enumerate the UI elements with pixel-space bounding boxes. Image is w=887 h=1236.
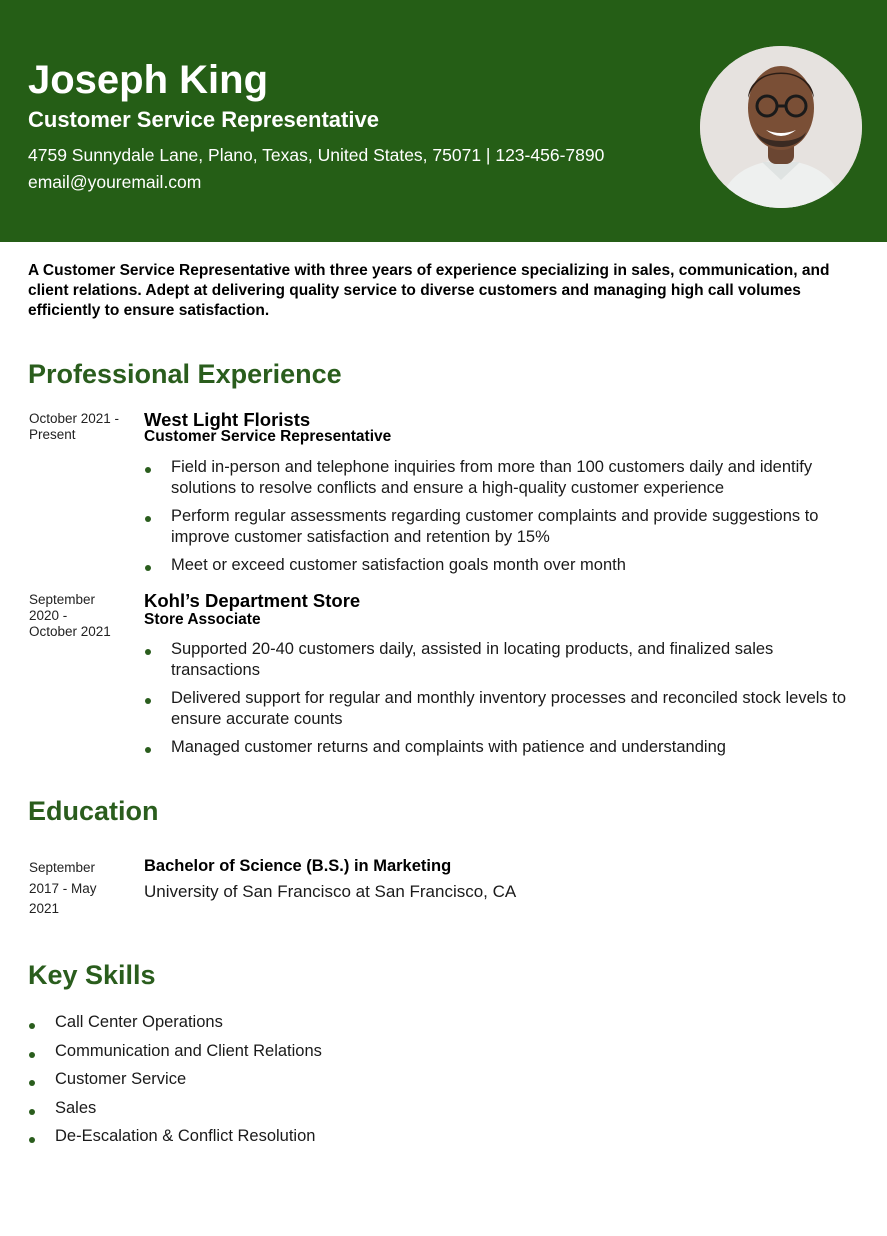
job-bullet: Field in-person and telephone inquiries from more than 100 customers daily and identify solutions to resolve conflicts and ensure a high-quality customer experience [144,457,864,499]
candidate-name: Joseph King [28,58,269,102]
profile-photo [700,46,862,208]
job-role: Customer Service Representative [144,428,392,445]
job-role: Store Associate [144,611,261,628]
job-title: Customer Service Representative [28,107,379,132]
job-bullet: Delivered support for regular and monthly inventory processes and reconciled stock levels to ensure accurate counts [144,688,864,730]
skill-item: Customer Service [28,1065,322,1094]
job-bullet: Managed customer returns and complaints with patience and understanding [144,737,864,758]
email: email@youremail.com [28,172,202,192]
skill-item: De-Escalation & Conflict Resolution [28,1122,322,1151]
job-bullets [144,639,864,758]
job-company: Kohl’s Department Store [144,590,361,611]
job-date: September 2020 - October 2021 [29,592,111,639]
education-date: September 2017 - May 2021 [29,860,97,916]
job-company: West Light Florists [144,409,311,430]
profile-summary: A Customer Service Representative with three years of experience specializing in sales, communication, and client relations. Adept at delivering quality service to diverse customers and managing high call volumes efficiently to ensure satisfaction. [28,262,830,319]
skill-item: Communication and Client Relations [28,1037,322,1066]
address-phone: 4759 Sunnydale Lane, Plano, Texas, United States, 75071 | 123-456-7890 [28,145,605,165]
job-date: October 2021 - Present [29,411,120,442]
experience-heading: Professional Experience [28,359,342,389]
education-degree: Bachelor of Science (B.S.) in Marketing [144,857,452,875]
education-heading: Education [28,796,159,826]
job-bullet: Supported 20-40 customers daily, assisted in locating products, and finalized sales transactions [144,639,864,681]
skills-list [28,1008,322,1151]
skills-heading: Key Skills [28,960,156,990]
skill-item: Call Center Operations [28,1008,322,1037]
skill-item: Sales [28,1094,322,1123]
header-banner [0,0,887,242]
job-bullet: Perform regular assessments regarding customer complaints and provide suggestions to improve customer satisfaction and retention by 15% [144,506,864,548]
job-bullet: Meet or exceed customer satisfaction goals month over month [144,555,864,576]
education-school: University of San Francisco at San Francisco, CA [144,882,517,901]
job-bullets [144,457,864,576]
